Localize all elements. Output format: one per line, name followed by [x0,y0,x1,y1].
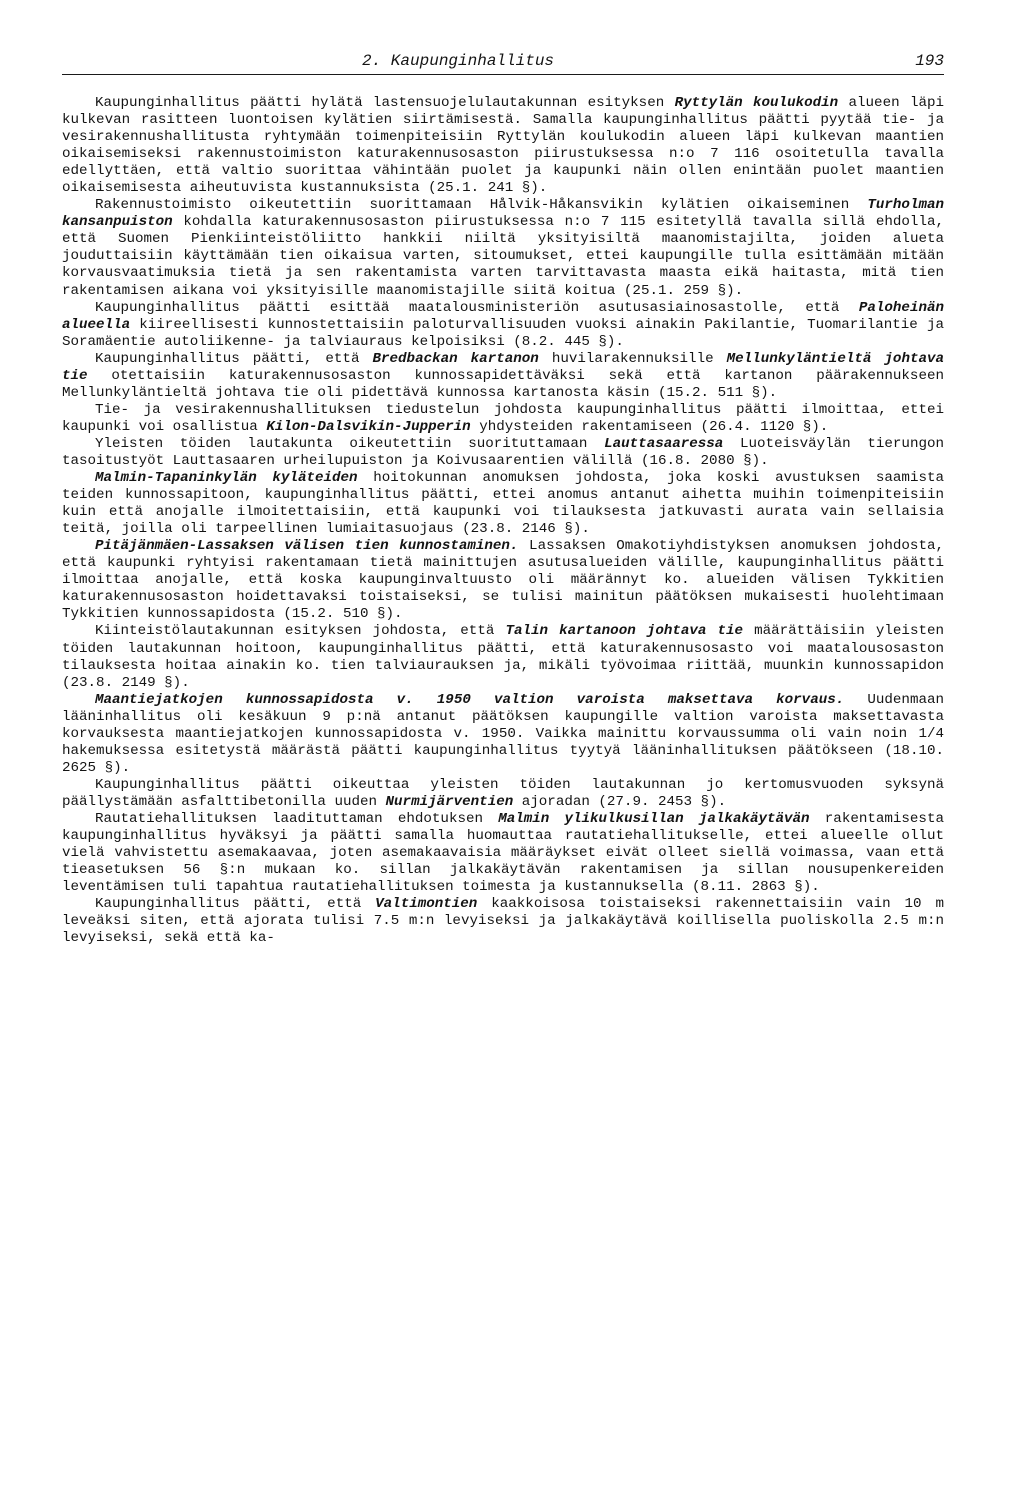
page-number: 193 [915,52,944,70]
paragraph [62,402,944,436]
text-run: Luoteisväylän tierungon tasoitustyöt Lauttasaaren urheilupuiston ja Koivusaarentien välillä (16.8. 2080 §). [62,435,945,469]
body-text [62,95,944,947]
text-run-italic: Bredbackan kartanon [372,350,539,367]
text-run-italic: Maantiejatkojen kunnossapidosta v. 1950 valtion varoista maksettava korvaus. [95,691,845,708]
running-head: 2. Kaupunginhallitus [362,52,555,70]
text-run-italic: Malmin-Tapaninkylän kyläteiden [95,470,358,487]
text-run: määrättäisiin yleisten töiden lautakunnan hoitoon, kaupunginhallitus päätti, että katurakennusosasto voi maatalousosaston tilauksesta hoitaa ainakin ko. tien talviaurauksen ja, mikäli työvoimaa riittää, muunkin kunnossapidon (23.8. 2149 §). [62,623,944,691]
paragraph [62,197,944,299]
paragraph [62,777,944,811]
paragraph [62,300,944,351]
text-run: Kaupunginhallitus päätti, että [95,896,376,913]
page-header [62,52,944,75]
paragraph [62,623,944,691]
text-run: kohdalla katurakennusosaston piirustuksessa n:o 7 115 esitetyllä tavalla sillä ehdolla, että Suomen Pienkiinteistöliitto hankkii niiltä yksityisiltä maanomistajilta, joiden alueta jouduttaisiin käyttämään tien oikaisua varten, sitoumukset, ettei kaupungille tulla esittämään mitään korvausvaatimuksia tietä ja sen rakentamista varten tarvittavasta maasta eikä haitasta, mitä tien rakentamisen aikana voi yksityisille maanomistajille siitä koitua (25.1. 259 §). [62,214,944,299]
text-run: Kaupunginhallitus päätti oikeuttaa yleisten töiden lautakunnan jo kertomusvuoden syksynä päällystämään asfalttibetonilla uuden [62,776,944,810]
text-run: Yleisten töiden lautakunta oikeutettiin suorituttamaan [95,435,605,452]
paragraph [62,896,944,947]
text-run: Lassaksen Omakotiyhdistyksen anomuksen johdosta, että kaupunki ryhtyisi rakentamaan tietä mainittujen asutusalueiden välille, kaupunginhallitus päätti ilmoittaa anojalle, että koska kaupunginvaltuusto oli määrännyt ko. alueiden välisen Tykkitien katurakennusosaston hoidettavaksi toistaiseksi, se tulisi mainitun päätöksen mukaisesti huolehtimaan Tykkitien kunnossapidosta (15.2. 510 §). [62,538,944,623]
text-run-italic: Nurmijärventien [385,793,514,810]
text-run-italic: Malmin ylikulkusillan jalkakäytävän [498,810,810,827]
text-run: yhdysteiden rakentamiseen (26.4. 1120 §). [470,418,829,435]
text-run: ajoradan (27.9. 2453 §). [513,793,727,810]
text-run: alueen läpi kulkevan rasitteen luontoisen kylätien siirtämisestä. Samalla kaupunginhallitus päätti pyytää tie- ja vesirakennushallitusta ryhtymään toimenpiteisiin Ryttylän koulukodin alueen läpi kulkevan maantien oikaisemiseksi rakennustoimiston katurakennusosaston piirustuksessa n:o 7 116 osoitetulla tavalla edellyttäen, että valtio suorittaa vähintään puolet ja kaupunki näin ollen enintään puolet maantien oikaisemisesta aiheutuvista kustannuksista (25.1. 241 §). [62,95,944,197]
paragraph [62,470,944,538]
text-run-italic: Mellunkyläntieltä johtava tie [62,350,945,384]
paragraph [62,692,944,777]
text-run-italic: Pitäjänmäen-Lassaksen välisen tien kunnostaminen. [95,538,519,555]
text-run: Kaupunginhallitus päätti esittää maatalousministeriön asutusasiainosastolle, että [95,299,859,316]
text-run: kaakkoisosa toistaiseksi rakennettaisiin vain 10 m leveäksi siten, että ajorata tulisi 7.5 m:n levyiseksi ja jalkakäytävä koillisella puoliskolla 2.5 m:n levyiseksi, sekä että ka- [62,896,944,947]
text-run: Uudenmaan lääninhallitus oli kesäkuun 9 p:nä antanut päätöksen kaupungille valtion varoista maksettavasta korvauksesta maantiejatkojen kunnossapidosta v. 1950. Vaikka mainittu korvaussumma oli vain noin 1/4 hakemuksessa esitetystä määrästä päätti kaupunginhallitus tyytyä lääninhallituksen päätökseen (18.10. 2625 §). [62,691,945,776]
text-run-italic: Valtimontien [375,896,478,913]
text-run: kiireellisesti kunnostettaisiin paloturvallisuuden vuoksi ainakin Pakilantie, Tuomarilantie ja Soramäentie autoliikenne- ja talviauraus kelpoisiksi (8.2. 445 §). [62,316,944,350]
paragraph [62,538,944,623]
document-page [62,52,944,947]
text-run-italic: Lauttasaaressa [604,435,724,452]
paragraph [62,95,944,197]
text-run: Rautatiehallituksen laadituttaman ehdotuksen [95,810,499,827]
text-run: huvilarakennuksille [538,350,727,367]
text-run: otettaisiin katurakennusosaston kunnossapidettäväksi sekä että kartanon päärakennukseen Mellunkyläntieltä johtava tie oli pidettävä kunnossa kartanosta käsin (15.2. 511 §). [62,367,944,401]
paragraph [62,811,944,896]
paragraph [62,351,944,402]
paragraph [62,436,944,470]
text-run-italic: Turholman kansanpuiston [62,197,944,231]
text-run: Tie- ja vesirakennushallituksen tiedustelun johdosta kaupunginhallitus päätti ilmoittaa, ettei kaupunki voi osallistua [62,401,944,435]
text-run: Kaupunginhallitus päätti hylätä lastensuojelulautakunnan esityksen [95,95,675,111]
text-run: hoitokunnan anomuksen johdosta, joka koski avustuksen saamista teiden kunnossapitoon, kaupunginhallitus päätti, ettei anomus antanut aihetta muihin toimenpiteisiin kuin että anojalle ilmoitettaisiin, että kaupunki voi tilauksesta jatkuvasti aurata vain sellaisia teitä, joilla oli tarpeellinen lumiaitasuojaus (23.8. 2146 §). [62,470,945,538]
text-run-italic: Talin kartanoon johtava tie [505,623,744,640]
text-run-italic: Ryttylän koulukodin [674,95,839,111]
text-run: rakentamisesta kaupunginhallitus hyväksyi ja päätti samalla huomauttaa rautatiehallitukselle, ettei alueelle ollut vielä vahvistettu asemakaavaa, joten asemakaavaisia määräykset eivät olleet siellä voimassa, vaan että tieasetuksen 56 §:n mukaan ko. sillan jalkakäytävän rakentamisen ja sillan nousupenkereiden leventämisen tuli tapahtua rautatiehallituksen toimesta ja kustannuksella (8.11. 2863 §). [62,810,944,896]
text-run: Rakennustoimisto oikeutettiin suorittamaan Hålvik-Håkansvikin kylätien oikaiseminen [95,197,868,214]
text-run: Kaupunginhallitus päätti, että [95,350,373,367]
text-run: Kiinteistölautakunnan esityksen johdosta, että [95,623,506,640]
text-run-italic: Paloheinän alueella [62,299,944,333]
text-run-italic: Kilon-Dalsvikin-Jupperin [266,418,471,435]
